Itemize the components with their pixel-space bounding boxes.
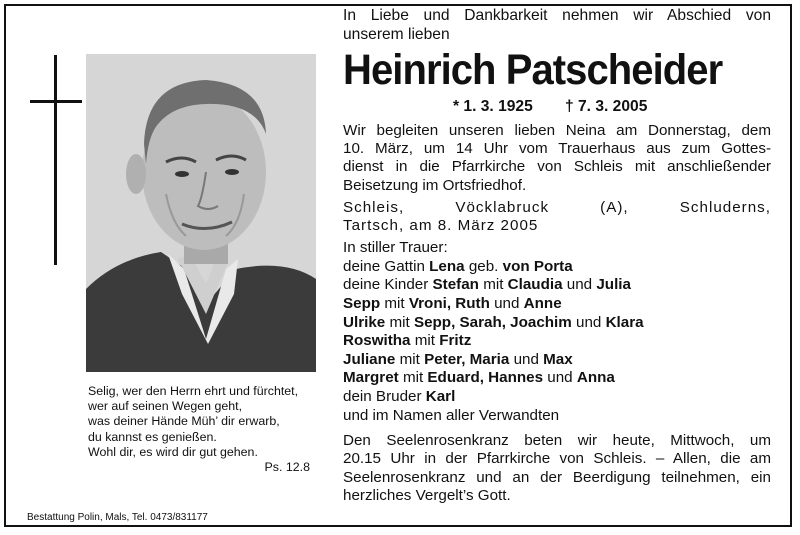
- intro-text: [343, 6, 771, 44]
- birth-date: * 1. 3. 1925: [453, 98, 533, 115]
- family-member: Roswitha: [343, 332, 411, 350]
- rosary-line: Seelenrosenkranz und an der Beerdigung teilnehmen, ein: [343, 468, 771, 486]
- spouse-maiden-name: von Porta: [502, 257, 573, 275]
- family-connector: und: [566, 276, 593, 294]
- intro-line: In Liebe und Dankbarkeit nehmen wir Abschied von: [343, 7, 771, 24]
- announcement-line: dienst in die Pfarrkirche von Schleis mit anschließender: [343, 158, 771, 176]
- life-dates: [343, 98, 771, 118]
- rosary-line: Den Seelenrosenkranz beten wir heute, Mittwoch, um: [343, 432, 771, 450]
- psalm-reference: Ps. 12.8: [264, 460, 310, 474]
- funeral-announcement: [343, 122, 771, 195]
- spouse-line: [343, 258, 771, 277]
- family-member: Max: [543, 350, 573, 368]
- family-connector: mit: [483, 276, 504, 294]
- family-connector: mit: [384, 295, 405, 312]
- family-connector: mit: [414, 332, 435, 350]
- family-member: Margret: [343, 369, 399, 387]
- family-member: Ulrike: [343, 313, 386, 331]
- family-connector: und: [547, 369, 573, 387]
- deceased-name: Heinrich Patscheider: [343, 46, 723, 94]
- family-member: Anna: [576, 369, 615, 387]
- place-and-date: [343, 199, 771, 235]
- intro-line: unserem lieben: [343, 26, 450, 43]
- funeral-home-footer: Bestattung Polin, Mals, Tel. 0473/831177: [27, 512, 208, 523]
- spouse-name: Lena: [429, 257, 465, 275]
- family-member: Peter, Maria: [424, 350, 510, 368]
- spouse-prefix: deine Gattin: [343, 257, 425, 275]
- children-intro: deine Kinder: [343, 276, 429, 294]
- family-line: [343, 369, 771, 388]
- rosary-line: 20.15 Uhr in der Pfarrkirche von Schleis. – Allen, die am: [343, 450, 771, 468]
- psalm-line: wer auf seinen Wegen geht,: [88, 399, 243, 414]
- psalm-line: du kannst es genießen.: [88, 429, 217, 444]
- relatives-line: und im Namen aller Verwandten: [343, 406, 560, 424]
- announcement-line: 10. März, um 14 Uhr vom Trauerhaus aus zum Gottes-: [343, 140, 771, 158]
- family-connector: und: [513, 350, 539, 368]
- family-connector: mit: [389, 313, 410, 331]
- psalm-verse: [88, 384, 310, 474]
- family-connector: und: [494, 295, 520, 312]
- mourners-heading: In stiller Trauer:: [343, 239, 448, 257]
- family-connector: und: [576, 313, 602, 331]
- cross-icon-horizontal: [30, 100, 82, 103]
- psalm-line: Selig, wer den Herrn ehrt und fürchtet,: [88, 384, 299, 398]
- family-member: Julia: [596, 276, 631, 294]
- family-member: Sepp: [343, 295, 381, 312]
- family-member: Sepp, Sarah, Joachim: [413, 313, 572, 331]
- cross-icon-vertical: [54, 55, 57, 265]
- death-date: † 7. 3. 2005: [565, 98, 648, 115]
- psalm-line: was deiner Hände Müh’ dir erwarb,: [88, 414, 280, 429]
- rosary-announcement: [343, 432, 771, 505]
- psalm-line: Wohl dir, es wird dir gut gehen.: [88, 444, 258, 459]
- family-member: Klara: [605, 313, 644, 331]
- family-member: Fritz: [439, 332, 472, 350]
- obituary-text: [343, 6, 771, 505]
- rosary-line: herzliches Vergelt’s Gott.: [343, 486, 511, 504]
- mourners-list: [343, 239, 771, 425]
- family-line: [343, 276, 771, 295]
- place-line: Schleis, Vöcklabruck (A), Schluderns,: [343, 198, 771, 216]
- announcement-line: Wir begleiten unseren lieben Neina am Donnerstag, dem: [343, 122, 771, 139]
- announcement-line: Beisetzung im Ortsfriedhof.: [343, 176, 527, 194]
- family-line: [343, 351, 771, 370]
- place-line: Tartsch, am 8. März 2005: [343, 217, 539, 235]
- family-member: Vroni, Ruth: [408, 295, 490, 312]
- brother-line: [343, 388, 771, 407]
- brother-prefix: dein Bruder: [343, 387, 422, 405]
- portrait-photo: [86, 54, 316, 372]
- family-member: Claudia: [507, 276, 563, 294]
- portrait-illustration: [86, 54, 316, 372]
- family-line: [343, 295, 771, 314]
- family-member: Eduard, Hannes: [427, 369, 544, 387]
- brother-name: Karl: [425, 387, 456, 405]
- family-connector: mit: [399, 350, 420, 368]
- family-connector: mit: [402, 369, 424, 387]
- spouse-mid: geb.: [468, 257, 499, 275]
- family-line: [343, 314, 771, 333]
- family-member: Stefan: [432, 276, 479, 294]
- family-line: [343, 332, 771, 351]
- family-member: Juliane: [343, 350, 396, 368]
- family-member: Anne: [523, 295, 562, 312]
